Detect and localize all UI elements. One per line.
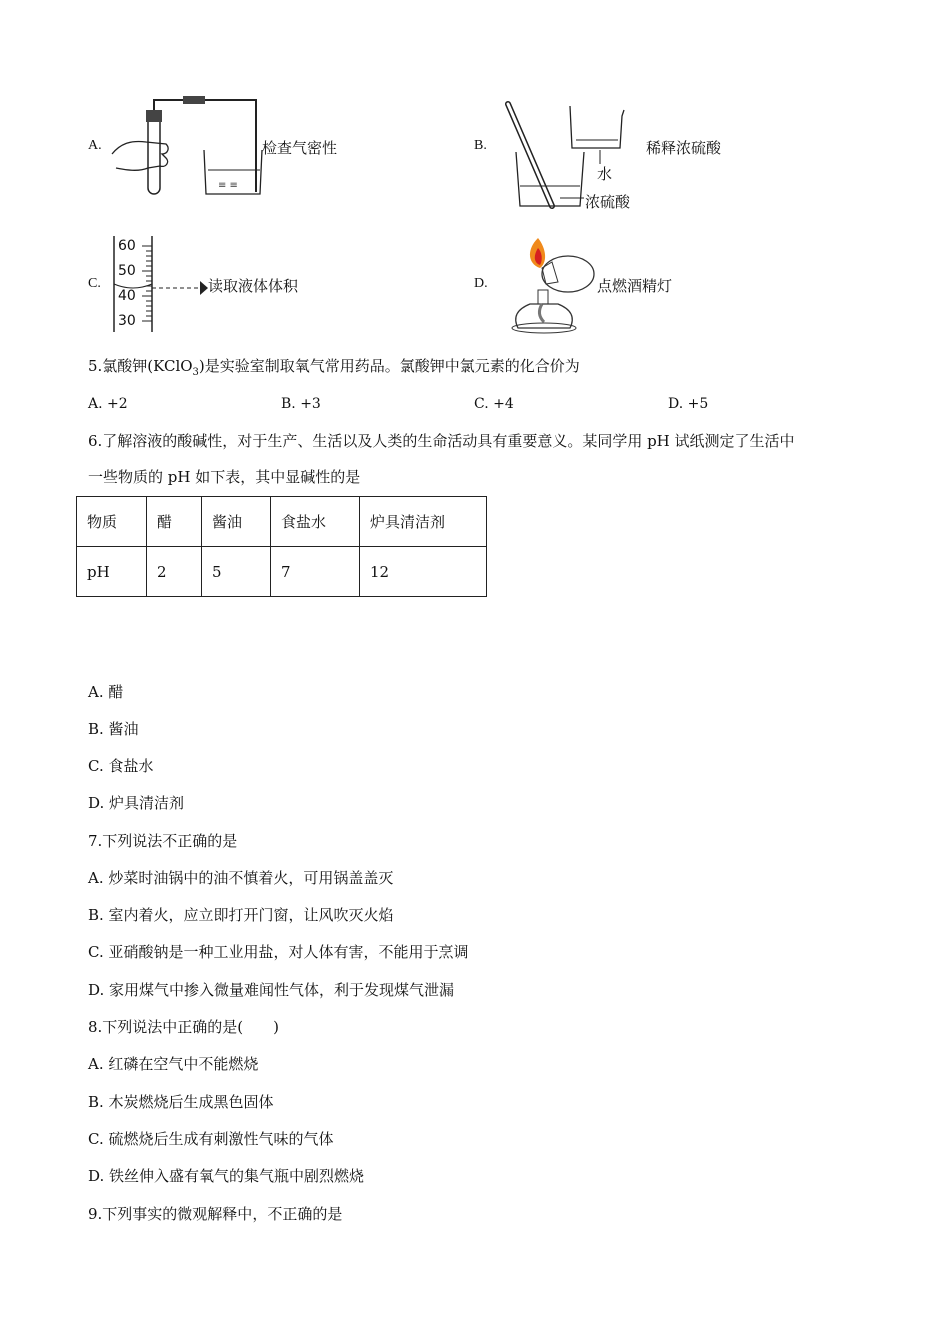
q5-stem-sub: 3 xyxy=(192,367,199,378)
q5-stem xyxy=(88,356,580,383)
q5-option-b[interactable]: B. +3 xyxy=(281,396,321,412)
q6-option-d[interactable]: D. 炉具清洁剂 xyxy=(88,794,185,812)
q7-option-c[interactable]: C. 亚硝酸钠是一种工业用盐，对人体有害，不能用于烹调 xyxy=(88,943,469,961)
q5-option-a[interactable]: A. +2 xyxy=(88,396,128,412)
acid-label: 浓硫酸 xyxy=(585,193,631,211)
q8-option-b[interactable]: B. 木炭燃烧后生成黑色固体 xyxy=(88,1093,274,1111)
tick-label: 40 xyxy=(118,288,136,304)
alcohol-lamp-figure xyxy=(500,232,600,336)
option-letter: C. xyxy=(88,276,101,291)
ph-table xyxy=(76,496,487,597)
q5-stem-post: )是实验室制取氧气常用药品。氯酸钾中氯元素的化合价为 xyxy=(198,357,580,375)
table-row xyxy=(77,497,487,547)
tick-label: 50 xyxy=(118,263,136,279)
q7-option-b[interactable]: B. 室内着火，应立即打开门窗，让风吹灭火焰 xyxy=(88,906,394,924)
q5-option-d[interactable]: D. +5 xyxy=(668,396,709,412)
water-label: 水 xyxy=(597,165,613,183)
q9-stem: 9.下列事实的微观解释中，不正确的是 xyxy=(88,1205,343,1223)
table-cell: 醋 xyxy=(147,497,202,547)
tick-label: 60 xyxy=(118,238,136,254)
q7-option-a[interactable]: A. 炒菜时油锅中的油不慎着火，可用锅盖盖灭 xyxy=(88,869,394,887)
q8-option-d[interactable]: D. 铁丝伸入盛有氧气的集气瓶中剧烈燃烧 xyxy=(88,1167,365,1185)
q8-option-a[interactable]: A. 红磷在空气中不能燃烧 xyxy=(88,1055,259,1073)
svg-text:≡ ≡: ≡ ≡ xyxy=(218,180,238,191)
option-letter: D. xyxy=(474,276,488,291)
table-cell: 酱油 xyxy=(202,497,271,547)
airtightness-apparatus-figure xyxy=(108,92,263,204)
table-cell: 食盐水 xyxy=(271,497,360,547)
q6-option-a[interactable]: A. 醋 xyxy=(88,683,124,701)
table-row xyxy=(77,547,487,597)
q6-stem-line2: 一些物质的 pH 如下表，其中显碱性的是 xyxy=(88,468,361,486)
q6-option-b[interactable]: B. 酱油 xyxy=(88,720,139,738)
option-letter: A. xyxy=(88,138,102,153)
caption: 读取液体体积 xyxy=(208,277,299,295)
table-cell: pH xyxy=(77,547,147,597)
q5-option-c[interactable]: C. +4 xyxy=(474,396,514,412)
table-cell: 5 xyxy=(202,547,271,597)
q8-option-c[interactable]: C. 硫燃烧后生成有刺激性气味的气体 xyxy=(88,1130,334,1148)
table-cell: 炉具清洁剂 xyxy=(360,497,487,547)
q6-option-c[interactable]: C. 食盐水 xyxy=(88,757,154,775)
q7-option-d[interactable]: D. 家用煤气中掺入微量难闻性气体，利于发现煤气泄漏 xyxy=(88,981,455,999)
table-cell: 12 xyxy=(360,547,487,597)
caption: 点燃酒精灯 xyxy=(597,277,673,295)
q5-stem-pre: 5.氯酸钾(KClO xyxy=(88,357,193,375)
tick-label: 30 xyxy=(118,313,136,329)
q7-stem: 7.下列说法不正确的是 xyxy=(88,832,238,850)
caption: 检查气密性 xyxy=(262,139,338,157)
caption: 稀释浓硫酸 xyxy=(646,139,722,157)
option-letter: B. xyxy=(474,138,487,153)
table-cell: 7 xyxy=(271,547,360,597)
q6-stem-line1: 6.了解溶液的酸碱性，对于生产、生活以及人类的生命活动具有重要意义。某同学用 pH 试纸测定了生活中 xyxy=(88,432,795,450)
table-cell: 2 xyxy=(147,547,202,597)
q8-stem: 8.下列说法中正确的是( ) xyxy=(88,1018,280,1036)
table-cell: 物质 xyxy=(77,497,147,547)
